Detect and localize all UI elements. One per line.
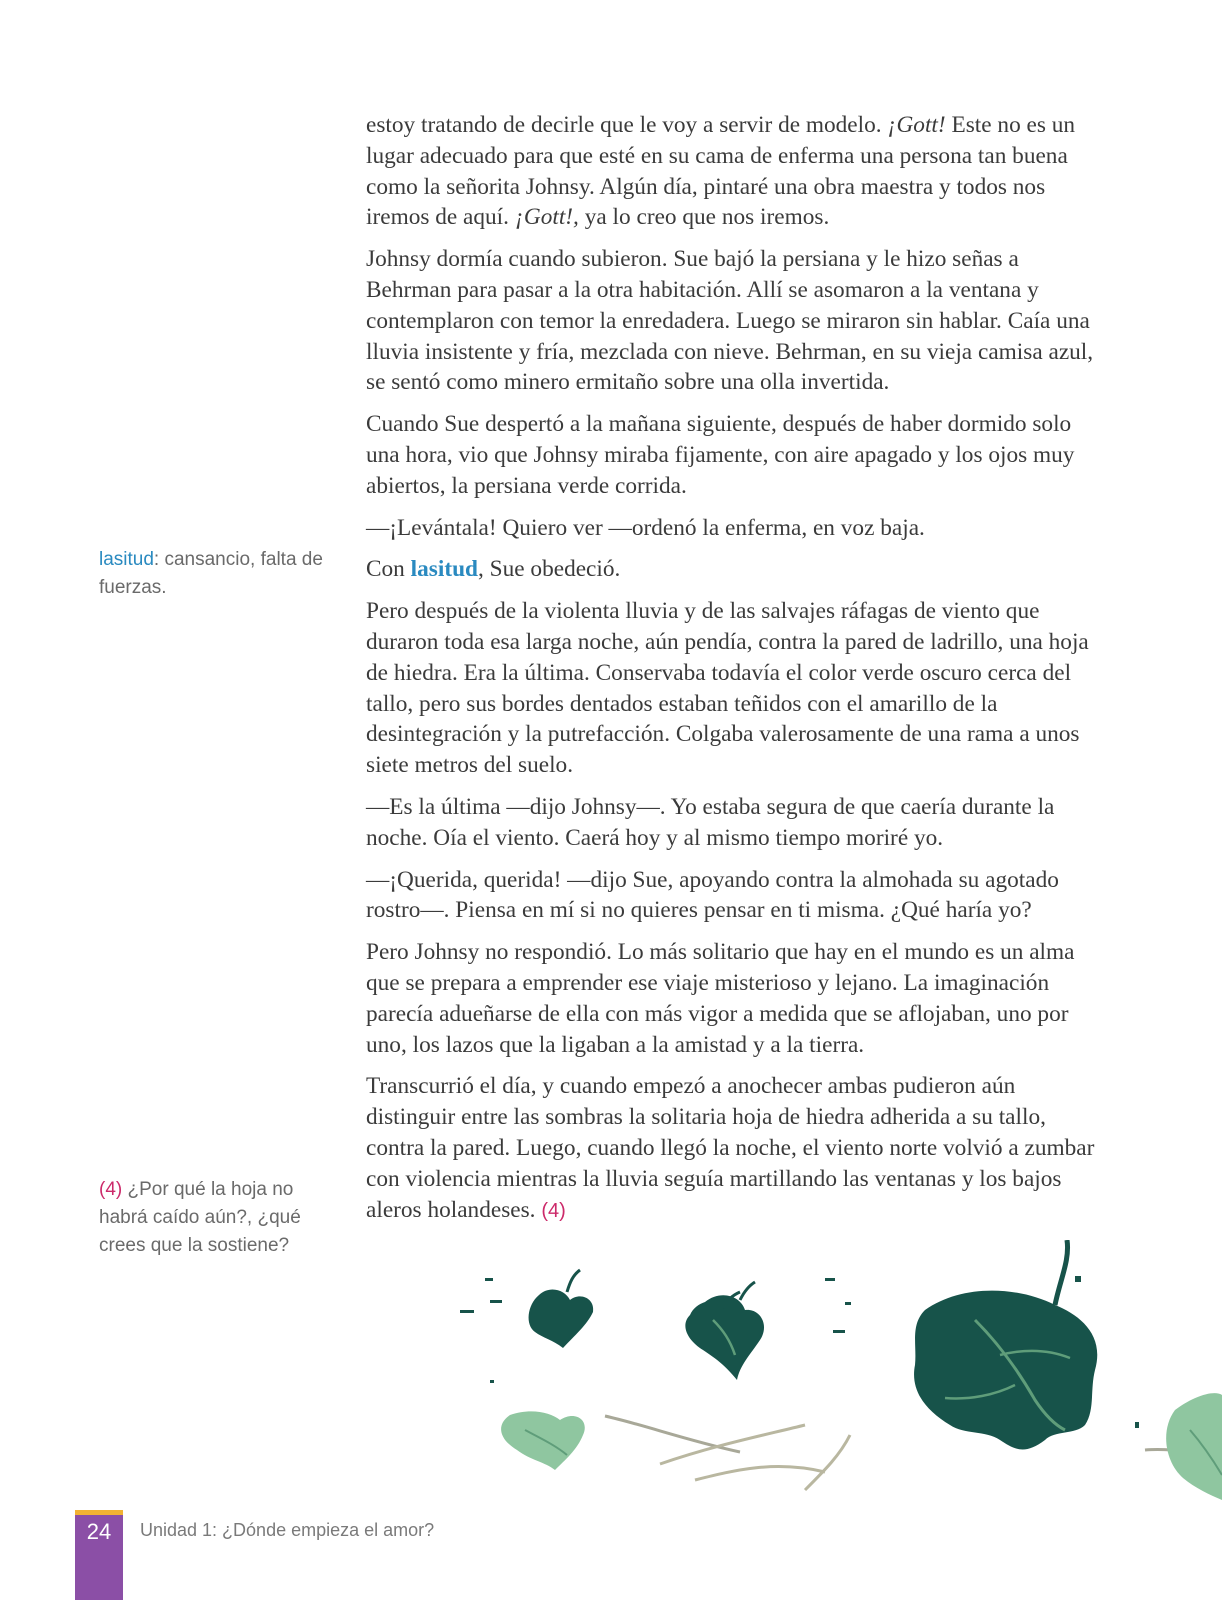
italic-word: ¡Gott! <box>887 112 946 138</box>
stem <box>695 1467 825 1480</box>
glossary-note-definition: : cansancio, falta de fuerzas. <box>99 549 323 598</box>
text-run: Este no es un lugar adecuado para que esté en su cama de enferma una persona tan buena como la señorita Johnsy. Algún día, pintaré una obra maestra y todos nos iremos de aquí. <box>366 112 1076 231</box>
paragraph: —¡Levántala! Quiero ver —ordenó la enferma, en voz baja. <box>366 514 925 541</box>
stem <box>805 1435 850 1490</box>
unit-title: Unidad 1: ¿Dónde empieza el amor? <box>140 1520 435 1540</box>
stem <box>660 1425 805 1464</box>
text-run: , Sue obedeció. <box>478 556 621 583</box>
paragraph: —Es la última —dijo Johnsy—. Yo estaba segura de que caería durante la noche. Oía el viento. Caerá hoy y al mismo tiempo moriré yo. <box>366 793 1055 851</box>
text-run: estoy tratando de decirle que le voy a servir de modelo. <box>366 112 888 138</box>
page-number: 24 <box>86 1519 112 1544</box>
italic-word: ¡Gott!, <box>514 204 579 231</box>
story-text <box>366 110 1106 1237</box>
paragraph: Cuando Sue despertó a la mañana siguiente, después de haber dormido solo una hora, vio que Johnsy miraba fijamente, con aire apagado y los ojos muy abiertos, la persiana verde corrida. <box>366 411 1075 499</box>
ivy-leaf <box>529 1270 594 1348</box>
paragraph <box>366 1071 1106 1226</box>
ivy-leaf <box>914 1240 1097 1449</box>
question-reference[interactable]: (4) <box>541 1199 566 1222</box>
text-run: Con <box>366 556 411 583</box>
ivy-leaf <box>501 1411 585 1470</box>
paragraph: —¡Querida, querida! —dijo Sue, apoyando contra la almohada su agotado rostro—. Piensa en mí si no quieres pensar en ti misma. ¿Qué haría yo? <box>366 866 1059 924</box>
question-text: ¿Por qué la hoja no habrá caído aún?, ¿qué crees que la sostiene? <box>99 1179 301 1256</box>
paragraph <box>366 110 1106 233</box>
text-run: Transcurrió el día, y cuando empezó a anochecer ambas pudieron aún distinguir entre las sombras la solitaria hoja de hiedra adherida a su tallo, contra la pared. Luego, cuando llegó la noche, el viento norte volvió a zumbar con violencia mientras la lluvia seguía martillando las ventanas y los bajos aleros holandeses. <box>366 1073 1095 1223</box>
glossary-note <box>99 546 329 602</box>
question-number: (4) <box>99 1179 123 1200</box>
paragraph <box>366 554 1106 585</box>
paragraph: Johnsy dormía cuando subieron. Sue bajó la persiana y le hizo señas a Behrman para pasar a la otra habitación. Allí se asomaron a la ventana y contemplaron con temor la enredadera. Luego se miraron sin hablar. Caía una lluvia insistente y fría, mezclada con nieve. Behrman, en su vieja camisa azul, se sentó como minero ermitaño sobre una olla invertida. <box>366 246 1094 396</box>
paragraph: Pero Johnsy no respondió. Lo más solitario que hay en el mundo es un alma que se prepara a emprender ese viaje misterioso y lejano. La imaginación parecía adueñarse de ella con más vigor a medida que se aflojaban, uno por uno, los lazos que la ligaban a la amistad y a la tierra. <box>366 939 1075 1058</box>
text-run: ya lo creo que nos iremos. <box>578 204 830 231</box>
ivy-leaf <box>685 1282 764 1380</box>
glossary-term[interactable]: lasitud <box>410 556 479 583</box>
ivy-leaf <box>1166 1393 1222 1500</box>
glossary-note-term: lasitud <box>99 549 154 570</box>
ivy-leaves-illustration <box>455 1240 1222 1600</box>
paragraph: Pero después de la violenta lluvia y de las salvajes ráfagas de viento que duraron toda esa larga noche, aún pendía, contra la pared de ladrillo, una hoja de hiedra. Era la última. Conservaba todavía el color verde oscuro cerca del tallo, pero sus bordes dentados estaban teñidos con el amarillo de la desintegración y la putrefacción. Colgaba valerosamente de una rama a unos siete metros del suelo. <box>366 598 1089 779</box>
question-note <box>99 1176 329 1260</box>
